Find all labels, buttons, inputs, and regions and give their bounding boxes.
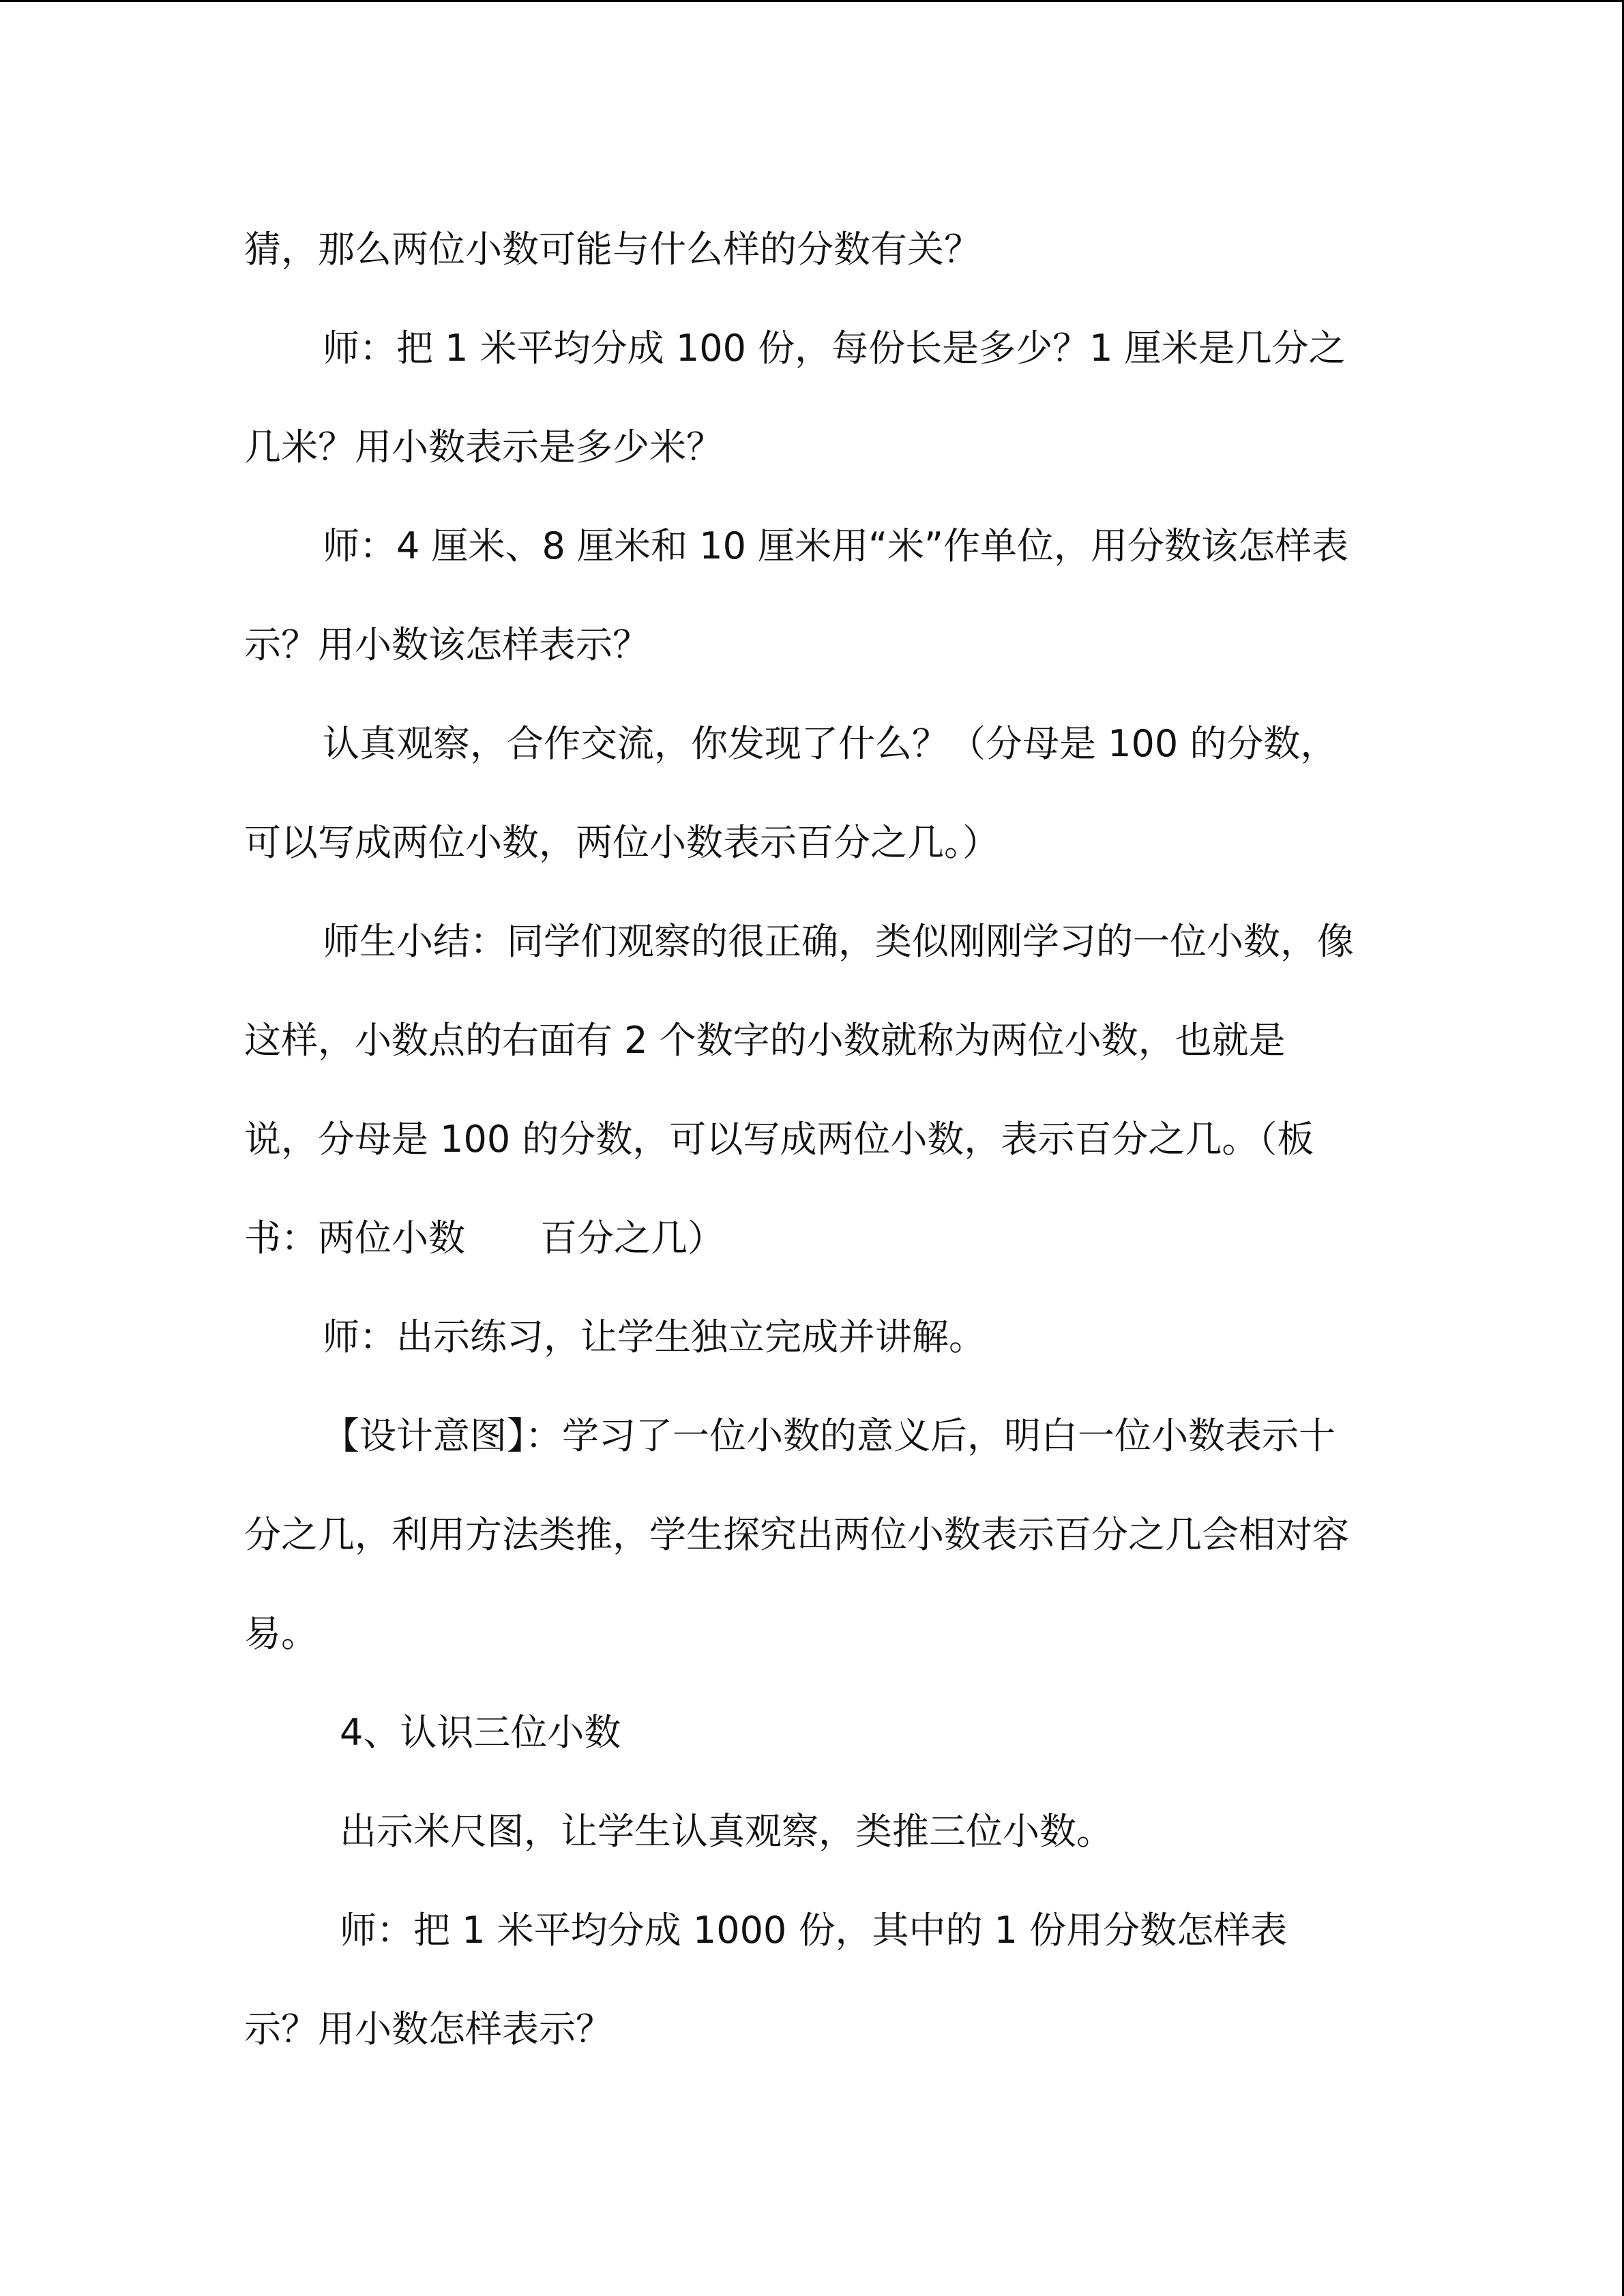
paragraph-5 — [244, 892, 1356, 1287]
paragraph-10: 师：把 1 米平均分成 1000 份，其中的 1 份用分数怎样表示？用小数怎样表示？ — [244, 1909, 1288, 2051]
section-heading-4: 4、认识三位小数 — [340, 1711, 621, 1754]
document-body — [244, 200, 1356, 2078]
paragraph-6: 师：出示练习，让学生独立完成并讲解。 — [323, 1315, 986, 1358]
paragraph-5-tail: 百分之几） — [540, 1217, 724, 1259]
paragraph-3: 师：4 厘米、8 厘米和 10 厘米用“米”作单位，用分数该怎样表示？用小数该怎样表示？ — [244, 524, 1349, 666]
paragraph-4: 认真观察，合作交流，你发现了什么？（分母是 100 的分数，可以写成两位小数，两位小数表示百分之几。） — [244, 722, 1338, 864]
paragraph-1: 猜，那么两位小数可能与什么样的分数有关？ — [244, 228, 981, 271]
paragraph-5-main: 师生小结：同学们观察的很正确，类似刚刚学习的一位小数，像这样，小数点的右面有 2 个数字的小数就称为两位小数，也就是说，分母是 100 的分数，可以写成两位小数，表示百分之几。（板书：两位小数 — [244, 920, 1354, 1259]
paragraph-2: 师：把 1 米平均分成 100 份，每份长是多少？1 厘米是几分之几米？用小数表示是多少米？ — [244, 327, 1346, 468]
paragraph-7: 【设计意图】：学习了一位小数的意义后，明白一位小数表示十分之几，利用方法类推，学生探究出两位小数表示百分之几会相对容易。 — [244, 1414, 1349, 1655]
paragraph-9: 出示米尺图，让学生认真观察，类推三位小数。 — [340, 1810, 1113, 1853]
